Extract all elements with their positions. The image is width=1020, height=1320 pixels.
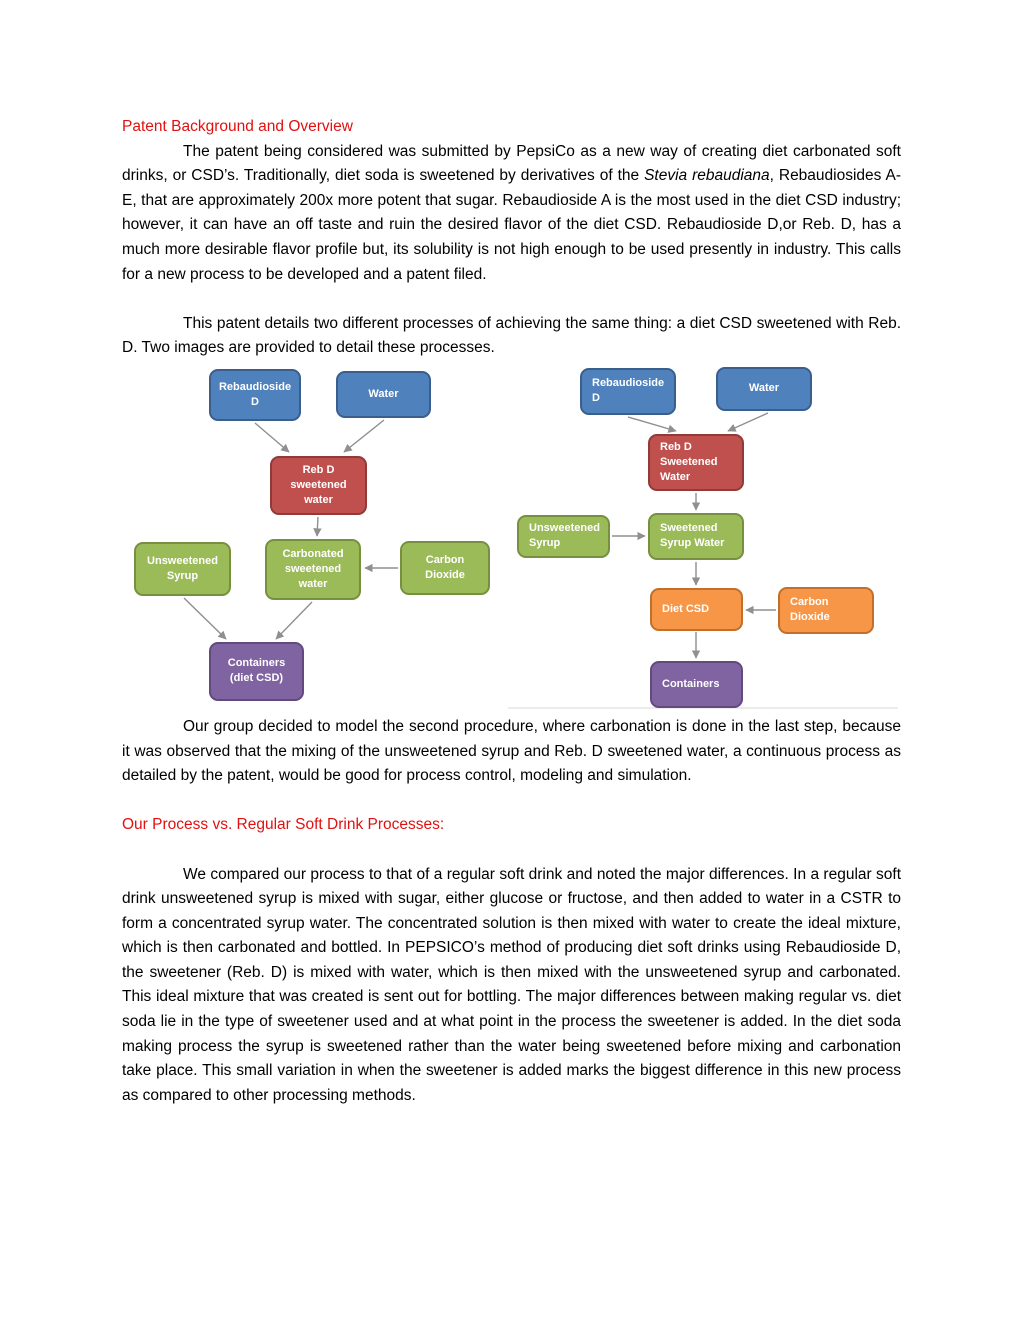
diagram-box-rebaudioside-d: Rebaudioside D bbox=[209, 369, 301, 421]
diagram-box-unsweetened-syrup: Unsweetened Syrup bbox=[134, 542, 231, 596]
paragraph-text: , Rebaudiosides A-E, that are approximately 200x more potent that sugar. Rebaudioside A is the most used in the diet CSD industry; however, it can have an off taste and ruin the desired flavor of the diet CSD. Rebaudioside D,or Reb. D, has a much more desirable flavor profile but, its solubility is not high enough to be used presently in industry. This calls for a new process to be developed and a patent filed. bbox=[122, 167, 901, 283]
paragraph-patent-intro bbox=[122, 140, 901, 288]
heading-process-comparison: Our Process vs. Regular Soft Drink Processes: bbox=[122, 816, 445, 834]
italic-species-name: Stevia rebaudiana bbox=[644, 167, 770, 185]
document-content bbox=[122, 115, 901, 1108]
diagram2-box-containers: Containers bbox=[650, 661, 743, 708]
paragraph-process-comparison: We compared our process to that of a regular soft drink and noted the major differences. In a regular soft drink unsweetened syrup is mixed with sugar, either glucose or fructose, and then added to water in a CSTR to form a concentrated syrup water. The concentrated solution is then mixed with water to create the ideal mixture, which is then carbonated and bottled. In PEPSICO’s method of producing diet soft drinks using Rebaudioside D, the sweetener (Reb. D) is mixed with water, which is then mixed with the unsweetened syrup and carbonated. This ideal mixture that was created is sent out for bottling. The major differences between making regular vs. diet soda lie in the type of sweetener used and at what point in the process the sweetener is added. In the diet soda making process the syrup is sweetened rather than the water being sweetened before mixing and carbonation take place. This small variation in when the sweetener is added marks the biggest difference in this new process as compared to other processing methods. bbox=[122, 865, 901, 1104]
diagram-box-carbon-dioxide: Carbon Dioxide bbox=[400, 541, 490, 595]
diagram2-box-rebaudioside-d: Rebaudioside D bbox=[580, 368, 676, 415]
paragraph-two-processes: This patent details two different processes of achieving the same thing: a diet CSD sweetened with Reb. D. Two images are provided to detail these processes. bbox=[122, 314, 901, 357]
diagram-box-containers-diet-csd: Containers (diet CSD) bbox=[209, 642, 304, 701]
diagram-box-water: Water bbox=[336, 371, 431, 418]
paragraph-model-choice: Our group decided to model the second procedure, where carbonation is done in the last step, because it was observed that the mixing of the unsweetened syrup and Reb. D sweetened water, a continuous process as detailed by the patent, would be good for process control, modeling and simulation. bbox=[122, 717, 901, 785]
diagram2-box-carbon-dioxide: Carbon Dioxide bbox=[778, 587, 874, 634]
heading-patent-background: Patent Background and Overview bbox=[122, 118, 353, 135]
diagram2-box-diet-csd: Diet CSD bbox=[650, 588, 743, 631]
process-flow-diagrams bbox=[122, 363, 901, 715]
diagram2-box-sweetened-syrup-water: Sweetened Syrup Water bbox=[648, 513, 744, 560]
diagram2-box-water: Water bbox=[716, 367, 812, 411]
diagram-box-rebd-sweetened-water: Reb D sweetened water bbox=[270, 456, 367, 515]
diagram-box-carbonated-sweetened-water: Carbonated sweetened water bbox=[265, 539, 361, 600]
diagram2-box-unsweetened-syrup: Unsweetened Syrup bbox=[517, 515, 610, 558]
diagram2-box-rebd-sweetened-water: Reb D Sweetened Water bbox=[648, 434, 744, 491]
paragraph-text: The patent being considered was submitted by PepsiCo as a new way of creating diet carbonated soft drinks, or CSD’s. Traditionally, diet soda is sweetened by derivatives of the bbox=[122, 142, 901, 185]
